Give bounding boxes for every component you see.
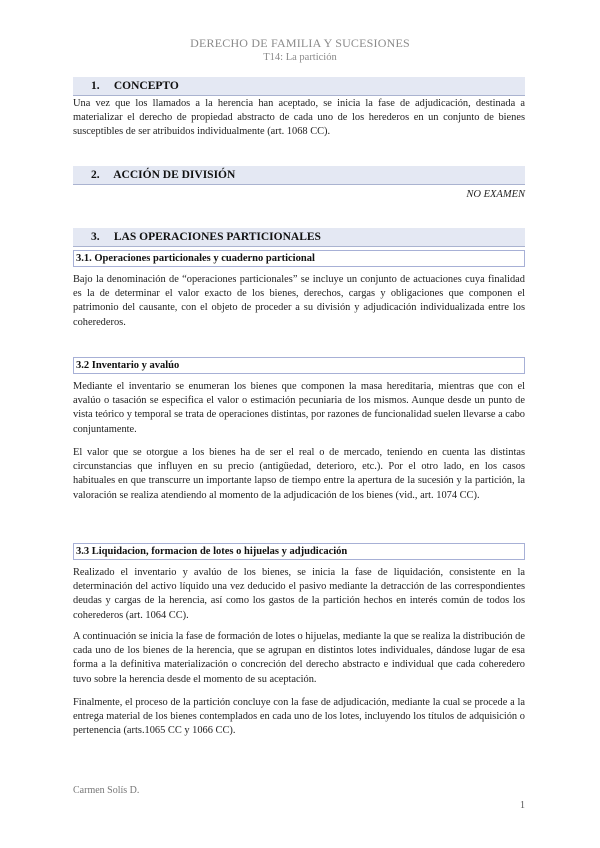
section-title: CONCEPTO: [113, 80, 179, 92]
paragraph: Finalmente, el proceso de la partición concluye con la fase de adjudicación, mediante la cual se procede a la entrega material de los bienes contemplados en cada uno de los lotes, incluyendo los títulos de adquisición o pertenencia (arts.1065 CC y 1066 CC).: [73, 697, 525, 737]
page-number: 1: [520, 800, 525, 811]
section-heading-accion-division: [73, 166, 525, 185]
section-number: 2.: [91, 169, 100, 181]
no-exam-note: NO EXAMEN: [466, 189, 525, 200]
running-header-subtitle: T14: La partición: [263, 52, 337, 63]
footer-author: Carmen Solís D.: [73, 785, 140, 796]
section-number: 1.: [91, 80, 100, 92]
subsection-heading-3-1: 3.1. Operaciones particionales y cuaderno particional: [73, 250, 525, 267]
paragraph: Realizado el inventario y avalúo de los bienes, se inicia la fase de liquidación, consistente en la determinación del activo líquido una vez deducido el pasivo mediante la detracción de las correspondientes deudas y cargas de la herencia, así como los gastos de la partición hechos en interés común de todos los coherederos (art. 1064 CC).: [73, 567, 525, 621]
section-number: 3.: [91, 231, 100, 243]
paragraph: Una vez que los llamados a la herencia han aceptado, se inicia la fase de adjudicación, destinada a materializar el derecho de propiedad abstracto de cada uno de los herederos en un conjunto de bienes susceptibles de ser atribuidos individualmente (art. 1068 CC).: [73, 98, 525, 138]
section-title: LAS OPERACIONES PARTICIONALES: [113, 231, 321, 243]
section-title: ACCIÓN DE DIVISIÓN: [113, 169, 236, 181]
running-header-title: DERECHO DE FAMILIA Y SUCESIONES: [190, 36, 410, 50]
paragraph: El valor que se otorgue a los bienes ha de ser el real o de mercado, teniendo en cuenta las distintas circunstancias que influyen en su precio (antigüedad, deterioro, etc.). Por el otro lado, en los casos habituales en que transcurre un importante lapso de tiempo entre la apertura de la sucesión y la partición, la valoración se realiza atendiendo al momento de la adjudicación de los bienes (vid., art. 1074 CC).: [73, 447, 525, 501]
section-heading-operaciones: [73, 228, 525, 247]
section-heading-concepto: [73, 77, 525, 96]
paragraph: Bajo la denominación de “operaciones particionales” se incluye un conjunto de actuaciones cuya finalidad es la de determinar el valor exacto de los bienes, derechos, cargas y obligaciones que componen el patrimonio del causante, con el objeto de proceder a su división y adjudicación individualizada entre los coherederos.: [73, 274, 525, 328]
paragraph: A continuación se inicia la fase de formación de lotes o hijuelas, mediante la que se realiza la distribución de cada uno de los bienes de la herencia, que se agrupan en distintos lotes individuales, dándose lugar de esa forma a la definitiva materialización o concreción del derecho abstracto e individual que cada coheredero tuvo sobre la herencia desde el momento de su aceptación.: [73, 631, 525, 685]
subsection-heading-3-2: 3.2 Inventario y avalúo: [73, 357, 525, 374]
subsection-heading-3-3: 3.3 Liquidacion, formacion de lotes o hijuelas y adjudicación: [73, 543, 525, 560]
paragraph: Mediante el inventario se enumeran los bienes que componen la masa hereditaria, mientras que con el avalúo o tasación se especifica el valor o estimación pecuniaria de los mismos. Aunque desde un punto de vista teórico y temporal se trata de operaciones distintas, por razones de funcionalidad suelen llevarse a cabo conjuntamente.: [73, 381, 525, 435]
